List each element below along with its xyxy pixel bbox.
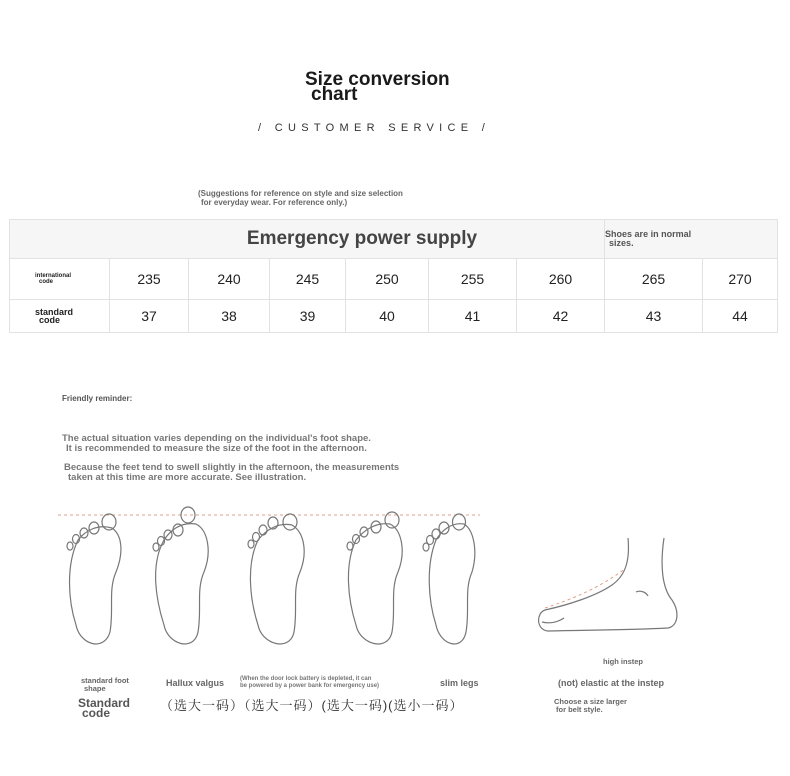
table-cell: 235 bbox=[110, 259, 189, 300]
table-cell: 41 bbox=[429, 300, 517, 333]
table-cell: 255 bbox=[429, 259, 517, 300]
table-cell: 260 bbox=[517, 259, 605, 300]
table-cell: 245 bbox=[270, 259, 346, 300]
suggestion-line-1: (Suggestions for reference on style and size selection bbox=[198, 189, 403, 198]
battery-note-line-1: (When the door lock battery is depleted, it can bbox=[240, 676, 372, 682]
table-cell: 42 bbox=[517, 300, 605, 333]
wide-foot-icon bbox=[248, 514, 304, 644]
hallux-valgus-caption: Hallux valgus bbox=[166, 678, 225, 688]
title-line-1: Size conversion bbox=[305, 69, 450, 90]
standard-code-line-1: Standard bbox=[78, 696, 131, 710]
table-cell: 250 bbox=[346, 259, 429, 300]
table-cell: 40 bbox=[346, 300, 429, 333]
suggestion-line-2: for everyday wear. For reference only.) bbox=[201, 198, 348, 207]
reminder-note-1-line-1: The actual situation varies depending on the individual's foot shape. bbox=[62, 433, 371, 444]
standard-foot-caption bbox=[81, 677, 129, 692]
row-label-line-2: code bbox=[39, 315, 61, 325]
table-cell: 44 bbox=[703, 300, 778, 333]
standard-code-caption bbox=[78, 698, 130, 718]
reminder-note-1-line-2: It is recommended to measure the size of the foot in the afternoon. bbox=[66, 442, 367, 454]
row-label-line-2: code bbox=[39, 279, 54, 285]
choose-larger-line-1: Choose a size larger bbox=[554, 697, 627, 706]
title-line-2: chart bbox=[311, 84, 358, 105]
table-cell: 265 bbox=[605, 259, 703, 300]
reminder-note-2-line-2: taken at this time are more accurate. See illustration. bbox=[68, 471, 307, 483]
slim-foot-icon bbox=[423, 514, 475, 644]
side-view-foot-icon bbox=[539, 538, 677, 631]
reminder-note-2-line-1: Because the feet tend to swell slightly in the afternoon, the measurements bbox=[64, 462, 400, 473]
size-note-line-2: sizes. bbox=[609, 238, 634, 248]
standard-code-line-2: code bbox=[82, 706, 111, 720]
choose-larger-caption bbox=[554, 698, 627, 714]
egyptian-foot-icon bbox=[347, 512, 402, 644]
instep-measure-line bbox=[545, 568, 626, 608]
size-choice-guide: （选大一码）（选大一码）(选大一码)(选小一码） bbox=[160, 698, 464, 713]
standard-foot-line-2: shape bbox=[84, 683, 106, 693]
table-cell: 240 bbox=[189, 259, 270, 300]
battery-note-line-2: be powered by a power bank for emergency use) bbox=[240, 682, 380, 689]
high-instep-caption: high instep bbox=[603, 657, 643, 666]
table-cell: 38 bbox=[189, 300, 270, 333]
battery-note bbox=[240, 676, 379, 689]
row-label-line-1: international bbox=[35, 273, 72, 279]
standard-foot-line-1: standard foot bbox=[81, 676, 129, 685]
table-cell: 39 bbox=[270, 300, 346, 333]
hallux-valgus-foot-icon bbox=[153, 507, 208, 644]
row-label-line-1: standard bbox=[35, 307, 74, 317]
table-cell: 43 bbox=[605, 300, 703, 333]
table-title: Emergency power supply bbox=[10, 220, 605, 259]
friendly-reminder-heading: Friendly reminder: bbox=[62, 394, 133, 403]
size-note-line-1: Shoes are in normal bbox=[605, 229, 692, 239]
table-cell: 270 bbox=[703, 259, 778, 300]
standard-foot-icon bbox=[67, 514, 121, 644]
not-elastic-caption: (not) elastic at the instep bbox=[558, 678, 665, 688]
table-cell: 37 bbox=[110, 300, 189, 333]
choose-larger-line-2: for belt style. bbox=[556, 705, 603, 714]
customer-service-label: / CUSTOMER SERVICE / bbox=[258, 122, 491, 134]
slim-legs-caption: slim legs bbox=[440, 678, 479, 688]
